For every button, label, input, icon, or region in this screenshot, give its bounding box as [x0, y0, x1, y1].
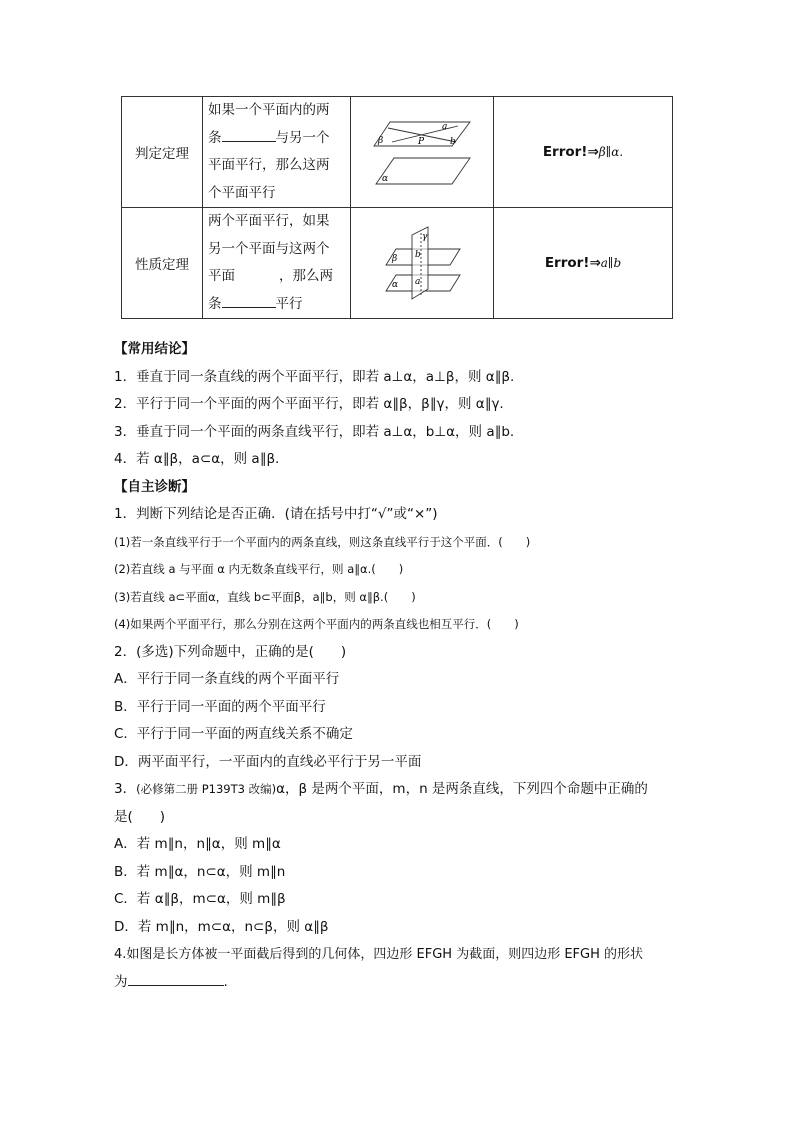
- conclusion-item: 3．垂直于同一个平面的两条直线平行，即若 a⊥α，b⊥α，则 a∥b.: [114, 423, 515, 440]
- table-row: [122, 208, 673, 319]
- condition-line: 平面平行，那么这两: [208, 157, 330, 173]
- question-3: 3．(必修第二册 P139T3 改编)α，β 是两个平面，m，n 是两条直线，下列四个命题中正确的: [114, 781, 648, 797]
- symbol-cell: Error!⇒β∥α.: [494, 97, 673, 208]
- judgement-item: (1)若一条直线平行于一个平面内的两条直线，则这条直线平行于这个平面．( ): [114, 534, 531, 549]
- question-1: 1．判断下列结论是否正确．(请在括号中打“√”或“×”): [114, 506, 438, 522]
- theorem-condition-cell: [203, 97, 351, 208]
- label-beta: β: [378, 136, 384, 146]
- section-heading-conclusions: 【常用结论】: [114, 341, 195, 357]
- theorem-name-cell: 性质定理: [122, 208, 203, 319]
- theorem-name-cell: 判定定理: [122, 97, 203, 208]
- label-gamma: γ: [422, 232, 428, 242]
- option-item: D．两平面平行，一平面内的直线必平行于另一平面: [114, 753, 422, 770]
- conclusion-item: 4．若 α∥β，a⊂α，则 a∥β.: [114, 451, 280, 467]
- option-item: C．若 α∥β，m⊂α，则 m∥β: [114, 891, 286, 907]
- label-alpha: α: [392, 280, 399, 290]
- content-body: [114, 336, 684, 996]
- question-4-continued: 为 .: [114, 969, 684, 997]
- figure-cell: [351, 97, 494, 208]
- judgement-item: (3)若直线 a⊂平面α，直线 b⊂平面β，a∥b，则 α∥β.( ): [114, 589, 416, 604]
- option-item: C．平行于同一平面的两直线关系不确定: [114, 726, 353, 742]
- label-a: a: [415, 277, 421, 287]
- judgement-item: (4)如果两个平面平行，那么分别在这两个平面内的两条直线也相互平行．( ): [114, 617, 519, 631]
- condition-line: 如果一个平面内的两: [208, 102, 330, 118]
- intersecting-planes-figure: [382, 223, 462, 303]
- option-item: D．若 m∥n，m⊂α，n⊂β，则 α∥β: [114, 918, 329, 935]
- condition-line: 两个平面平行，如果: [208, 213, 330, 229]
- condition-line: 条 平行: [208, 291, 350, 319]
- conclusion-item: 2．平行于同一个平面的两个平面平行，即若 α∥β，β∥γ，则 α∥γ.: [114, 396, 504, 412]
- question-source: (必修第二册 P139T3 改编): [136, 782, 277, 796]
- line-b: [392, 126, 458, 142]
- figure-cell: [351, 208, 494, 319]
- condition-line: 个平面平行: [208, 184, 276, 201]
- label-beta: β: [392, 254, 398, 264]
- table-row: [122, 97, 673, 208]
- lower-plane: [376, 158, 470, 184]
- parallel-planes-figure: [372, 116, 472, 188]
- symbol-cell: Error!⇒a∥b: [494, 208, 673, 319]
- fill-blank[interactable]: [222, 293, 276, 308]
- judgement-item: (2)若直线 a 与平面 α 内无数条直线平行，则 a∥α.( ): [114, 562, 404, 576]
- label-alpha: α: [382, 174, 389, 184]
- option-item: A．平行于同一条直线的两个平面平行: [114, 671, 340, 687]
- answer-blank[interactable]: [128, 969, 224, 986]
- condition-line: 平面 ，那么两: [208, 268, 333, 284]
- condition-line: 另一个平面与这两个: [208, 240, 330, 257]
- label-P: P: [418, 137, 425, 147]
- theorem-table: [121, 96, 673, 319]
- question-3-continued: 是( ): [114, 808, 166, 825]
- condition-line: 条 与另一个: [208, 125, 350, 153]
- label-a: a: [442, 122, 448, 132]
- question-4: 4.如图是长方体被一平面截后得到的几何体，四边形 EFGH 为截面，则四边形 EFGH 的形状: [114, 947, 644, 962]
- question-2: 2．(多选)下列命题中，正确的是( ): [114, 643, 347, 660]
- fill-blank[interactable]: [222, 127, 276, 142]
- section-heading-diagnosis: 【自主诊断】: [114, 478, 195, 495]
- label-b: b: [450, 137, 456, 147]
- option-item: A．若 m∥n，n∥α，则 m∥α: [114, 836, 281, 852]
- option-item: B．若 m∥α，n⊂α，则 m∥n: [114, 863, 286, 880]
- label-b: b: [415, 250, 421, 260]
- conclusion-item: 1．垂直于同一条直线的两个平面平行，即若 a⊥α，a⊥β，则 α∥β.: [114, 368, 515, 385]
- theorem-condition-cell: [203, 208, 351, 319]
- option-item: B．平行于同一平面的两个平面平行: [114, 698, 326, 715]
